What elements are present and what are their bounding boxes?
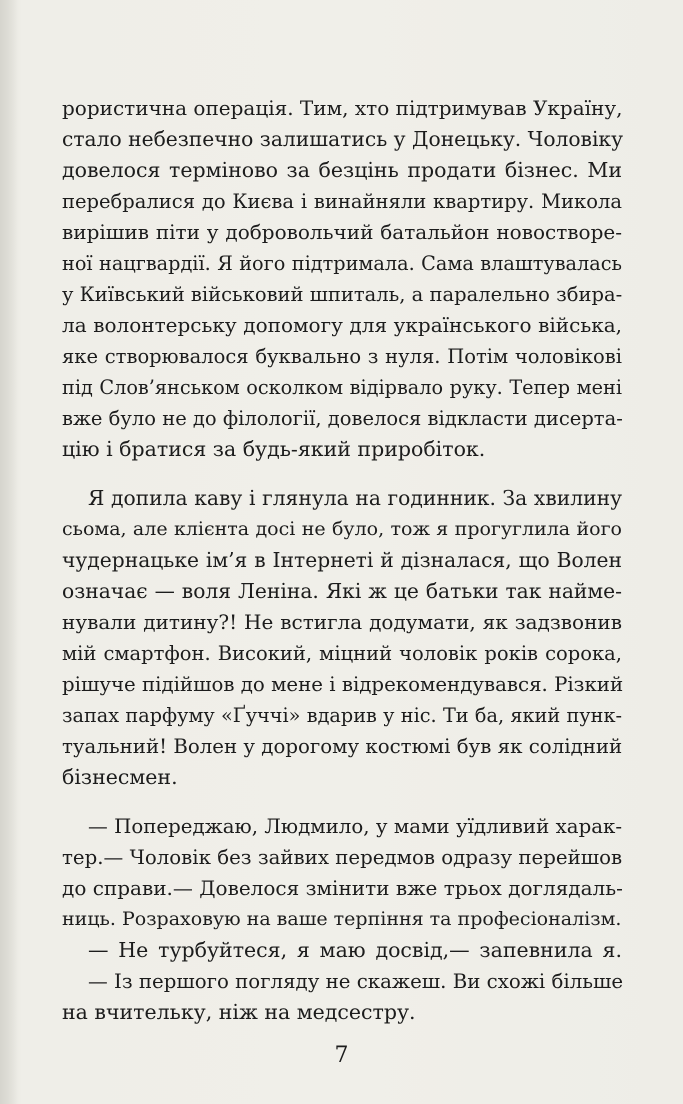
text-line: вирішив піти у добровольчий батальйон новостворе- (62, 220, 622, 244)
text-line: означає — воля Леніна. Які ж це батьки так наймe- (62, 579, 622, 603)
text-line: яке створювалося буквально з нуля. Потім чоловікові (62, 345, 622, 368)
text-line: запах парфуму «Ґуччі» вдарив у ніс. Ти ба, який пунк- (62, 704, 622, 727)
text-line: — Попереджаю, Людмило, у мами уїдливий харак- (88, 815, 622, 838)
text-line: рористична операція. Тим, хто підтримував Україну, (62, 96, 623, 120)
text-line: чудернацьке ім’я в Інтернеті й дізналася, що Волен (62, 548, 622, 572)
page-number: 7 (334, 1043, 349, 1068)
text-line: ниць. Розраховую на ваше терпіння та професіоналізм. (62, 908, 622, 930)
paragraph-5 (62, 966, 622, 1028)
text-line: Я допила каву і глянула на годинник. За хвилину (88, 486, 622, 510)
text-line: на вчительку, ніж на медсестру. (62, 1000, 416, 1024)
text-line: ної нацгвардії. Я його підтримала. Сама влаштувалась (62, 252, 622, 275)
paragraph-2 (62, 483, 622, 793)
text-line: сьома, але клієнта досі не було, тож я прогуглила його (62, 518, 622, 540)
paragraph-4 (62, 935, 622, 966)
text-line: — Із першого погляду не скажеш. Ви схожі більше (88, 970, 624, 993)
paragraph-gap (62, 793, 622, 811)
text-line: тер.— Чоловік без зайвих передмов одразу перейшов (62, 846, 623, 869)
text-line: довелося терміново за безцінь продати бізнес. Ми (62, 158, 622, 182)
text-line: мій смартфон. Високий, міцний чоловік років сорока, (62, 642, 622, 665)
text-line: у Київський військовий шпиталь, а паралельно збира- (62, 283, 623, 306)
paragraph-gap (62, 465, 622, 483)
paragraph-1 (62, 93, 622, 465)
text-line: бізнесмен. (62, 765, 178, 789)
text-line: стало небезпечно залишатись у Донецьку. Чоловіку (62, 127, 624, 151)
text-line: рішуче підійшов до мене і відрекомендувався. Різкий (62, 673, 624, 696)
text-line: під Слов’янськом осколком відірвало руку. Тепер мені (62, 376, 622, 399)
text-line: туальний! Волен у дорогому костюмі був як солідний (62, 735, 623, 758)
text-line: цію і братися за будь-який приробіток. (62, 437, 486, 461)
text-line: до справи.— Довелося змінити вже трьох доглядаль- (62, 876, 623, 900)
spine-shadow (0, 0, 18, 1104)
text-line: — Не турбуйтеся, я маю досвід,— запевнила я. (88, 938, 622, 962)
body-text (62, 93, 622, 1028)
text-line: перебралися до Києва і винайняли квартиру. Микола (62, 190, 622, 213)
text-line: нували дитину?! Не встигла додумати, як задзвонив (62, 610, 622, 634)
text-line: вже було не до філології, довелося відкласти дисерта- (62, 407, 623, 430)
paragraph-3 (62, 811, 622, 935)
text-line: ла волонтерську допомогу для українського війська, (62, 313, 622, 337)
